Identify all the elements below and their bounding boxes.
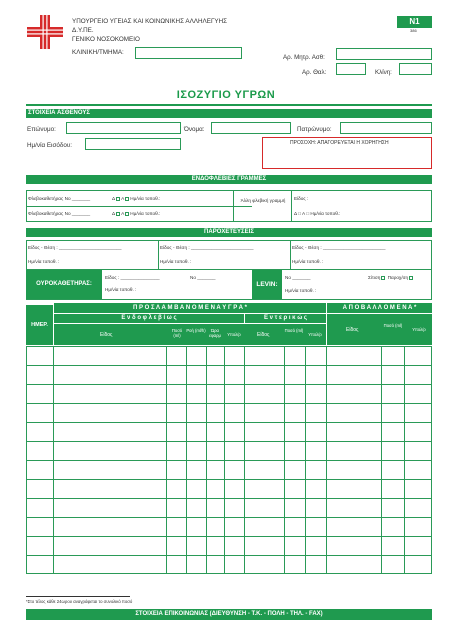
clinic-field[interactable] <box>135 47 242 59</box>
ministry-name: ΥΠΟΥΡΓΕΙΟ ΥΓΕΙΑΣ ΚΑΙ ΚΟΙΝΩΝΙΚΗΣ ΑΛΛΗΛΕΓΥΗΣ <box>72 18 228 25</box>
col-rem-3: Υπολ/ρ <box>412 327 426 332</box>
clinic-label: ΚΛΙΝΙΚΗ/ΤΜΗΜΑ: <box>72 49 124 56</box>
registry-label: Αρ. Μητρ. Ασθ: <box>283 54 325 61</box>
grid-row-line <box>27 441 431 442</box>
levin-date: Ημ/νία τοποθ. : <box>285 288 317 293</box>
grid-row-line <box>27 536 431 537</box>
levin-no: Νο _______ <box>285 275 311 280</box>
day-column-header: ΗΜΕΡ. <box>26 305 53 345</box>
grid-row-line <box>27 403 431 404</box>
hospital-logo-icon <box>27 15 63 49</box>
drains-col-1 <box>158 240 159 269</box>
dype-label: Δ.Υ.ΠΕ. <box>72 27 94 34</box>
drain3-date: Ημ/νία τοποθ. : <box>292 259 324 264</box>
urocath-date: Ημ/νία τοποθ. : <box>105 287 137 292</box>
drains-section-header: ΠΑΡΟΧΕΤΕΥΣΕΙΣ <box>26 228 432 237</box>
iv-other-date: Δ □ Α □ Ημ/νία τοποθ.: <box>294 211 341 216</box>
urocath-label: ΟΥΡΟΚΑΘΕΤΗΡΑΣ: <box>26 270 102 299</box>
name-label: Όνομα: <box>184 126 205 133</box>
grid-row-line <box>27 517 431 518</box>
drain2-type: Είδος - Θέση : ________________________ <box>160 245 254 250</box>
urocath-no: Νο _______ <box>190 275 216 280</box>
col-flow: Ροή (ml/h) <box>186 328 206 333</box>
footnote: *Στο τέλος κάθε 24ωρου αναγράφεται το συνολικό ποσό <box>26 599 133 604</box>
hospital-name: ΓΕΝΙΚΟ ΝΟΣΟΚΟΜΕΙΟ <box>72 36 140 43</box>
iv-divider <box>26 206 252 207</box>
col-qty-2: Ποσό (ml) <box>284 328 304 333</box>
enteral-intake-header: Ε ν τ ε ρ ι κ ώ ς <box>245 314 326 323</box>
father-label: Πατρώνυμο: <box>297 126 332 133</box>
iv-other-label: Άλλη φλεβική γραμμή <box>240 198 286 203</box>
bed-label: Κλίνη: <box>375 69 392 76</box>
iv-row2-options: Δ Α Ημ/νία τοποθ.: <box>112 211 161 216</box>
iv-intake-header: Ε ν δ ο φ λ ε β ί ω ς <box>54 314 244 323</box>
name-field[interactable] <box>211 122 291 134</box>
col-time: Ώρα εφαρμ <box>209 328 221 338</box>
iv-row1-options: Δ Α Ημ/νία τοποθ.: <box>112 196 161 201</box>
drains-col-2 <box>290 240 291 269</box>
grid-row-line <box>27 460 431 461</box>
grid-row-line <box>27 422 431 423</box>
admission-label: Ημ/νία Εισόδου: <box>27 142 73 149</box>
col-qty-3: Ποσό (ml) <box>383 323 403 328</box>
patient-section-header: ΣΤΟΙΧΕΙΑ ΑΣΘΕΝΟΥΣ <box>26 109 432 118</box>
room-label: Αρ. Θαλ: <box>302 69 327 76</box>
iv-other-type: Είδος : <box>294 196 309 201</box>
iv-section-header: ΕΝΔΟΦΛΕΒΙΕΣ ΓΡΑΜΜΕΣ <box>26 175 432 184</box>
footnote-rule <box>26 596 130 597</box>
iv-row1-label: Φλεβοκαθετήρας Νο _______ <box>28 196 91 201</box>
title-underline <box>26 104 432 106</box>
col-rem-2: Υπολ/ρ <box>308 332 322 337</box>
grid-row-line <box>27 498 431 499</box>
grid-row-line <box>27 555 431 556</box>
grid-row-line <box>27 384 431 385</box>
levin-label: LEVIN: <box>252 270 282 299</box>
room-field[interactable] <box>336 63 366 75</box>
col-type-3: Είδος <box>346 327 359 333</box>
father-field[interactable] <box>340 122 432 134</box>
page-title: ΙΣΟΖΥΓΙΟ ΥΓΡΩΝ <box>176 89 276 101</box>
bed-field[interactable] <box>399 63 432 75</box>
drain3-type: Είδος - Θέση : ________________________ <box>292 245 386 250</box>
col-type-2: Είδος <box>257 332 270 338</box>
drain1-type: Είδος - Θέση : ________________________ <box>28 245 122 250</box>
drain1-date: Ημ/νία τοποθ. : <box>28 259 60 264</box>
col-rem: Υπολ/ρ <box>227 332 241 337</box>
surname-field[interactable] <box>66 122 181 134</box>
col-type: Είδος <box>100 332 113 338</box>
admission-field[interactable] <box>85 138 181 150</box>
urocath-type: Είδος : _______________ <box>105 275 160 280</box>
grid-row-line <box>27 479 431 480</box>
iv-row2-label: Φλεβοκαθετήρας Νο _______ <box>28 211 91 216</box>
surname-label: Επώνυμο: <box>27 126 56 133</box>
col-qty: Ποσό (ml) <box>171 328 183 338</box>
drain2-date: Ημ/νία τοποθ. : <box>160 259 192 264</box>
intake-header: Π Ρ Ο Σ Λ Α Μ Β Α Ν Ο Μ Ε Ν Α Υ Γ Ρ Α * <box>54 303 326 313</box>
allergy-warning-text: ΠΡΟΣΟΧΗ: ΑΠΑΓΟΡΕΥΕΤΑΙ Η ΧΟΡΗΓΗΣΗ <box>290 140 389 146</box>
iv-col-divider-2 <box>291 190 292 222</box>
fluid-balance-grid[interactable] <box>26 346 432 574</box>
contact-footer: ΣΤΟΙΧΕΙΑ ΕΠΙΚΟΙΝΩΝΙΑΣ (ΔΙΕΥΘΥΝΣΗ - Τ.Κ. - ΠΟΛΗ - ΤΗΛ. - FAX) <box>26 609 432 620</box>
registry-field[interactable] <box>336 48 432 60</box>
output-header: Α Π Ο Β Α Λ Λ Ο Μ Ε Ν Α * <box>327 303 432 313</box>
iv-col-divider <box>233 190 234 222</box>
form-code-badge: Ν1 <box>397 16 432 28</box>
form-sub-code: 386 <box>410 28 417 33</box>
levin-suction: Σίτιση Παροχ/ση <box>368 275 414 280</box>
grid-row-line <box>27 365 431 366</box>
